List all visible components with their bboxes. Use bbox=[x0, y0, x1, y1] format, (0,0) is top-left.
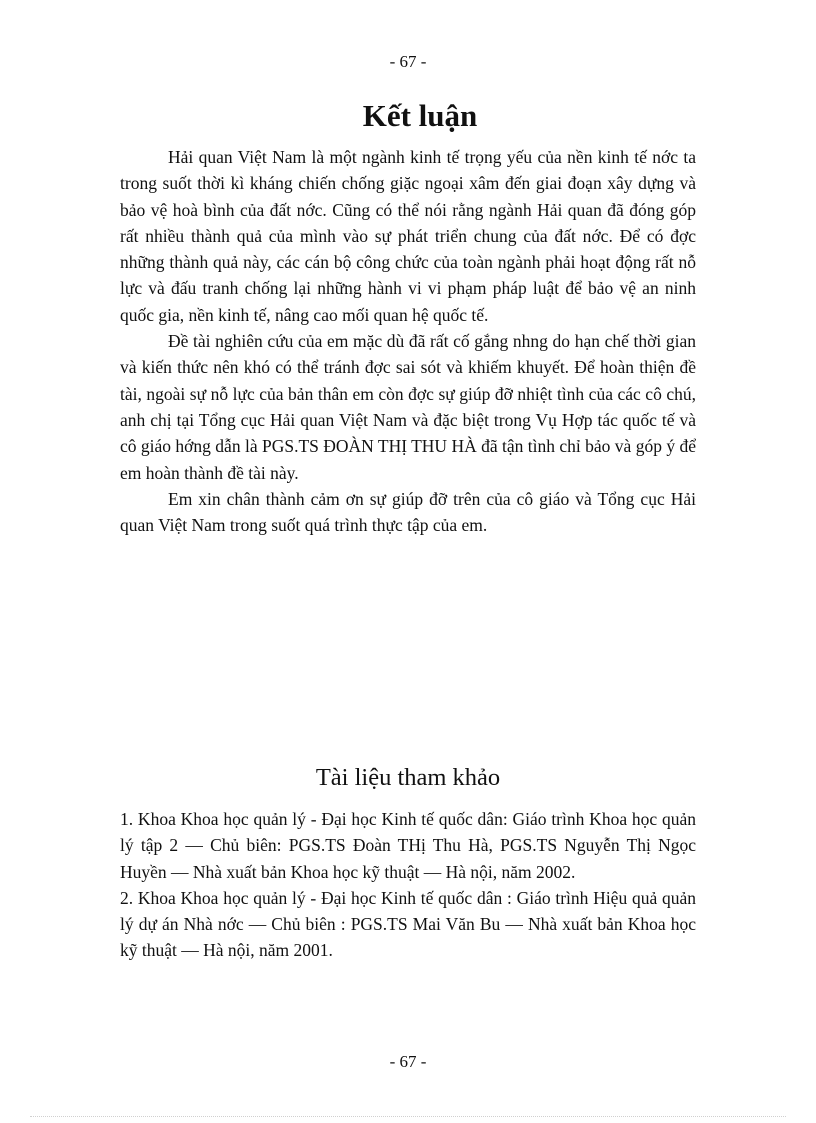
references-title: Tài liệu tham khảo bbox=[315, 764, 501, 791]
page-title: Kết luận bbox=[362, 98, 478, 133]
paragraph: Hải quan Việt Nam là một ngành kinh tế trọng yếu của nền kinh tế nớc ta trong suốt thời kì kháng chiến chống giặc ngoại xâm đến giai đoạn xây dựng và bảo vệ hoà bình của đất nớc. Cũng có thể nói rằng ngành Hải quan đã đóng góp rất nhiều thành quả của mình vào sự phát triển chung của đất nớc. Để có đợc những thành quả này, các cán bộ công chức của toàn ngành phải hoạt động rất nỗ lực và đấu tranh chống lại những hành vi vi phạm pháp luật để bảo vệ an ninh quốc gia, nền kinh tế, nâng cao mối quan hệ quốc tế. bbox=[120, 147, 696, 325]
conclusion-body bbox=[120, 144, 696, 538]
page-number-top: - 67 - bbox=[389, 52, 427, 71]
reference-item: 1. Khoa Khoa học quản lý - Đại học Kinh tế quốc dân: Giáo trình Khoa học quản lý tập 2 — Chủ biên: PGS.TS Đoàn THị Thu Hà, PGS.TS Nguyễn Thị Ngọc Huyền — Nhà xuất bản Khoa học kỹ thuật — Hà nội, năm 2002. bbox=[120, 809, 696, 882]
reference-item: 2. Khoa Khoa học quản lý - Đại học Kinh tế quốc dân : Giáo trình Hiệu quả quản lý dự án Nhà nớc — Chủ biên : PGS.TS Mai Văn Bu — Nhà xuất bản Khoa học kỹ thuật — Hà nội, năm 2001. bbox=[120, 887, 696, 961]
footer-dotted-line bbox=[30, 1116, 786, 1117]
paragraph: Đề tài nghiên cứu của em mặc dù đã rất cố gắng nhng do hạn chế thời gian và kiến thức nên khó có thể tránh đợc sai sót và khiếm khuyết. Để hoàn thiện đề tài, ngoài sự nỗ lực của bản thân em còn đợc sự giúp đỡ nhiệt tình của các cô chú, anh chị tại Tổng cục Hải quan Việt Nam và đặc biệt trong Vụ Hợp tác quốc tế và cô giáo hớng dẫn là PGS.TS ĐOÀN THỊ THU HÀ đã tận tình chỉ bảo và góp ý để em hoàn thành đề tài này. bbox=[120, 331, 696, 483]
paragraph: Em xin chân thành cảm ơn sự giúp đỡ trên của cô giáo và Tổng cục Hải quan Việt Nam trong suốt quá trình thực tập của em. bbox=[120, 488, 696, 536]
references-list bbox=[120, 806, 696, 964]
page-number-bottom: - 67 - bbox=[389, 1052, 427, 1071]
